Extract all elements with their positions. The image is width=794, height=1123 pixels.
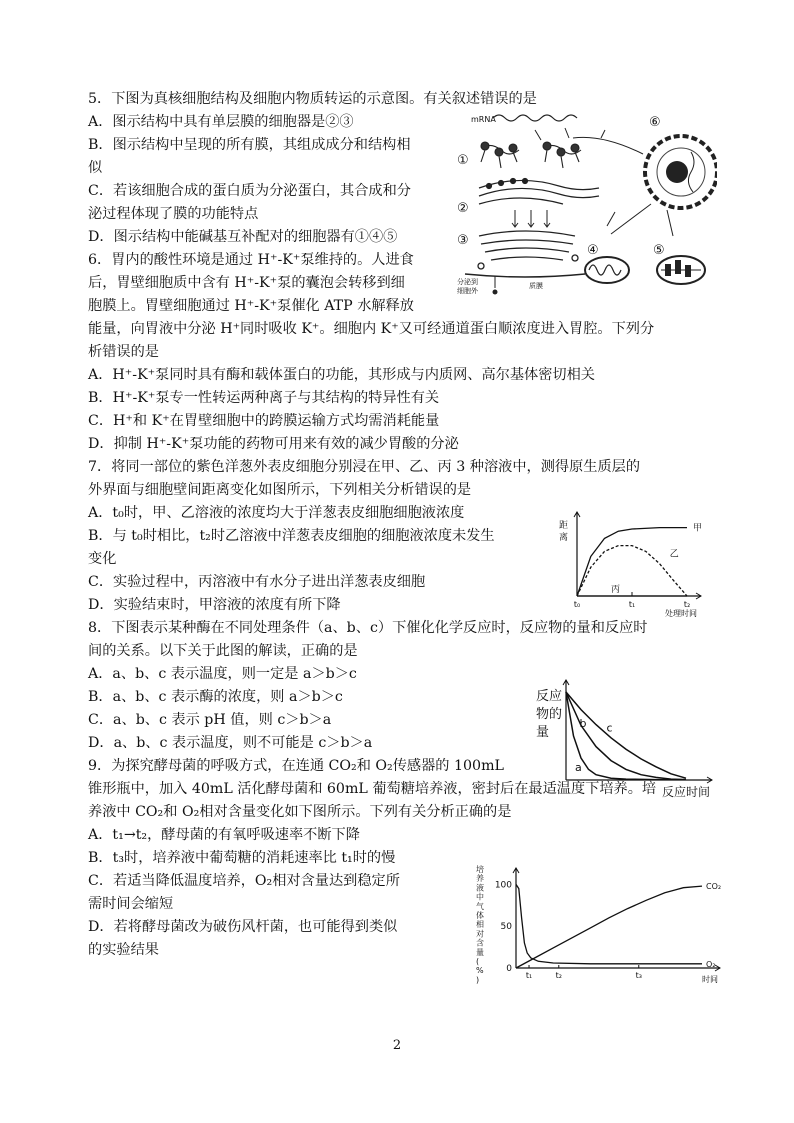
chart9-axes: [513, 868, 720, 971]
q8-option-a: A．a、b、c 表示温度，则一定是 a＞b＞c: [88, 666, 357, 682]
chart7-series-甲: [577, 528, 687, 596]
q7-option-d: D．实验结束时，甲溶液的浓度有所下降: [88, 597, 341, 613]
chloroplast: [657, 256, 705, 284]
q6-stem-line3: 胞膜上。胃壁细胞通过 H⁺-K⁺泵催化 ATP 水解释放: [88, 298, 414, 314]
nucleus-export-arrows: [573, 137, 673, 236]
chart7-labels: [559, 520, 702, 618]
q7-stem-line1: 7．将同一部位的紫色洋葱外表皮细胞分别浸在甲、乙、丙 3 种溶液中，测得原生质层的: [88, 459, 641, 475]
golgi-apparatus: [478, 231, 578, 269]
chart7-xtick: t₁: [628, 600, 636, 609]
chart8-ylabel-row: 反应: [536, 689, 563, 704]
chart7-series: [577, 528, 687, 596]
chart9-label-co2: CO₂: [706, 882, 722, 892]
chart9-ylabel-char: 对: [476, 929, 484, 939]
chart9-series: [516, 884, 702, 968]
chart9-xlabel: 时间: [702, 975, 718, 984]
chart8-series-b: [566, 692, 686, 780]
q6-stem-line2: 后，胃壁细胞质中含有 H⁺-K⁺泵的囊泡会转移到细: [88, 275, 405, 291]
q9-option-a: A．t₁→t₂，酵母菌的有氧呼吸速率不断下降: [88, 827, 360, 843]
q5-option-b-line2: 似: [88, 160, 103, 176]
q7-option-c: C．实验过程中，丙溶液中有水分子进出洋葱表皮细胞: [88, 574, 426, 590]
distance-time-chart: [555, 508, 715, 618]
q6-option-d: D．抑制 H⁺-K⁺泵功能的药物可用来有效的减少胃酸的分泌: [88, 436, 459, 452]
membrane-label: 质膜: [529, 282, 543, 290]
q7-option-a: A．t₀时，甲、乙溶液的浓度均大于洋葱表皮细胞细胞液浓度: [88, 505, 465, 521]
chart7-xlabel: 处理时间: [665, 609, 697, 618]
chart9-ytick: 0: [506, 964, 512, 974]
q6-stem-line4: 能量，向胃液中分泌 H⁺同时吸收 K⁺。细胞内 K⁺又可经通道蛋白顺浓度进入胃腔。下列分: [88, 321, 655, 337]
q9-stem-line2: 锥形瓶中，加入 40mL 活化酵母菌和 60mL 葡萄糖培养液，密封后在最适温度下培养。培: [88, 781, 657, 797]
chart9-xtick: t₃: [635, 971, 642, 980]
chart9-ylabel-char: (: [476, 957, 480, 966]
mrna-label: mRNA: [471, 115, 496, 124]
q6-stem-line5: 析错误的是: [88, 344, 159, 360]
chart7-axes: [574, 512, 701, 599]
gas-content-chart: [472, 858, 728, 988]
q9-option-c-line2: 需时间会缩短: [88, 896, 174, 912]
q6-option-a: A．H⁺-K⁺泵同时具有酶和载体蛋白的功能，其形成与内质网、高尔基体密切相关: [88, 367, 595, 383]
plasma-membrane: [465, 274, 585, 295]
q8-stem-line2: 间的关系。以下关于此图的解读，正确的是: [88, 643, 358, 659]
chart7-label-yi: 乙: [669, 549, 679, 560]
q6-option-c: C．H⁺和 K⁺在胃壁细胞中的跨膜运输方式均需消耗能量: [88, 413, 440, 429]
chart9-series-CO₂: [516, 886, 702, 968]
q5-option-a: A．图示结构中具有单层膜的细胞器是②③: [88, 114, 354, 130]
chart8-series-c: [566, 692, 686, 778]
chart9-ylabel-char: 液: [476, 883, 484, 893]
nucleus: [645, 136, 717, 208]
q6-stem-line1: 6．胃内的酸性环境是通过 H⁺-K⁺泵维持的。人进食: [88, 252, 414, 268]
chart8-xlabel: 反应时间: [661, 785, 710, 799]
chart8-label-c: c: [606, 721, 613, 735]
chart8-ylabel-row: 物的: [536, 707, 563, 722]
chart9-ytick: 100: [494, 880, 512, 891]
chart8-label-b: b: [579, 717, 587, 731]
q9-stem-line3: 养液中 CO₂和 O₂相对含量变化如下图所示。下列有关分析正确的是: [88, 804, 512, 820]
chart9-label-o2: O₂: [706, 959, 716, 969]
chart9-ylabel-char: ): [476, 975, 480, 985]
chart9-xtick: t₁: [525, 971, 533, 980]
chart9-ylabel-char: 量: [476, 947, 484, 957]
q5-option-c-line2: 泌过程体现了膜的功能特点: [88, 206, 259, 222]
chart8-label-a: a: [575, 760, 582, 774]
label-3: ③: [457, 233, 469, 248]
q8-option-c: C．a、b、c 表示 pH 值，则 c＞b＞a: [88, 712, 332, 728]
q7-option-b-line2: 变化: [88, 551, 117, 567]
q9-option-d-line1: D．若将酵母菌改为破伤风杆菌，也可能得到类似: [88, 919, 398, 935]
q7-stem-line2: 外界面与细胞壁间距离变化如图所示，下列相关分析错误的是: [88, 482, 472, 498]
chart9-ylabel-char: 中: [476, 892, 484, 902]
transport-arrows: [512, 210, 550, 227]
q8-stem-line1: 8．下图表示某种酶在不同处理条件（a、b、c）下催化化学反应时，反应物的量和反应时: [88, 620, 648, 636]
page-number: 2: [392, 1038, 402, 1053]
q8-option-d: D．a、b、c 表示温度，则不可能是 c＞b＞a: [88, 735, 373, 751]
chart9-ylabel-char: 体: [476, 911, 484, 920]
chart9-ylabel-char: 培: [476, 865, 484, 874]
label-5: ⑤: [653, 243, 665, 258]
chart8-series: [566, 692, 686, 780]
mitochondrion: [585, 257, 629, 283]
q7-option-b-line1: B．与 t₀时相比，t₂时乙溶液中洋葱表皮细胞的细胞液浓度未发生: [88, 528, 495, 544]
ribosome-group: [481, 142, 581, 168]
chart7-label-jia: 甲: [693, 523, 703, 534]
label-1: ①: [457, 153, 469, 168]
q9-option-b: B．t₃时，培养液中葡萄糖的消耗速率比 t₁时的慢: [88, 850, 396, 866]
q5-stem: 5．下图为真核细胞结构及细胞内物质转运的示意图。有关叙述错误的是: [88, 91, 537, 107]
secreted-label-2: 细胞外: [457, 287, 478, 295]
chart7-ylabel-char: 离: [559, 533, 569, 543]
label-4: ④: [587, 243, 599, 258]
label-2: ②: [457, 201, 469, 216]
chart9-ylabel-char: 含: [476, 938, 484, 948]
q9-option-d-line2: 的实验结果: [88, 942, 159, 958]
cell-structure-diagram: [455, 108, 717, 298]
label-6: ⑥: [649, 115, 661, 130]
q8-option-b: B．a、b、c 表示酶的浓度，则 a＞b＞c: [88, 689, 343, 705]
q9-option-c-line1: C．若适当降低温度培养，O₂相对含量达到稳定所: [88, 873, 400, 889]
secreted-label-1: 分泌到: [457, 278, 478, 286]
q5-option-d: D．图示结构中能碱基互补配对的细胞器有①④⑤: [88, 229, 398, 245]
endoplasmic-reticulum: [479, 179, 599, 205]
chart7-label-bing: 丙: [610, 585, 621, 595]
q5-option-c-line1: C．若该细胞合成的蛋白质为分泌蛋白，其合成和分: [88, 183, 411, 199]
chart9-ytick: 50: [500, 922, 512, 933]
chart7-ylabel-char: 距: [559, 521, 569, 531]
chart7-xtick: t₂: [683, 600, 691, 609]
chart9-series-O₂: [516, 884, 702, 963]
q9-stem-line1: 9．为探究酵母菌的呼吸方式，在连通 CO₂和 O₂传感器的 100mL: [88, 758, 504, 774]
q5-option-b-line1: B．图示结构中呈现的所有膜，其组成成分和结构相: [88, 137, 411, 153]
chart8-series-a: [566, 692, 686, 780]
chart8-ylabel-row: 量: [536, 725, 550, 740]
q6-option-b: B．H⁺-K⁺泵专一性转运两种离子与其结构的特异性有关: [88, 390, 440, 406]
chart9-ylabel-char: 相: [476, 920, 484, 930]
chart9-ylabel-char: %: [476, 966, 484, 976]
chart7-xtick: t₀: [573, 600, 581, 609]
chart9-ylabel-char: 养: [476, 874, 484, 884]
chart9-xtick: t₂: [555, 971, 562, 980]
chart9-ylabel-char: 气: [476, 901, 484, 911]
